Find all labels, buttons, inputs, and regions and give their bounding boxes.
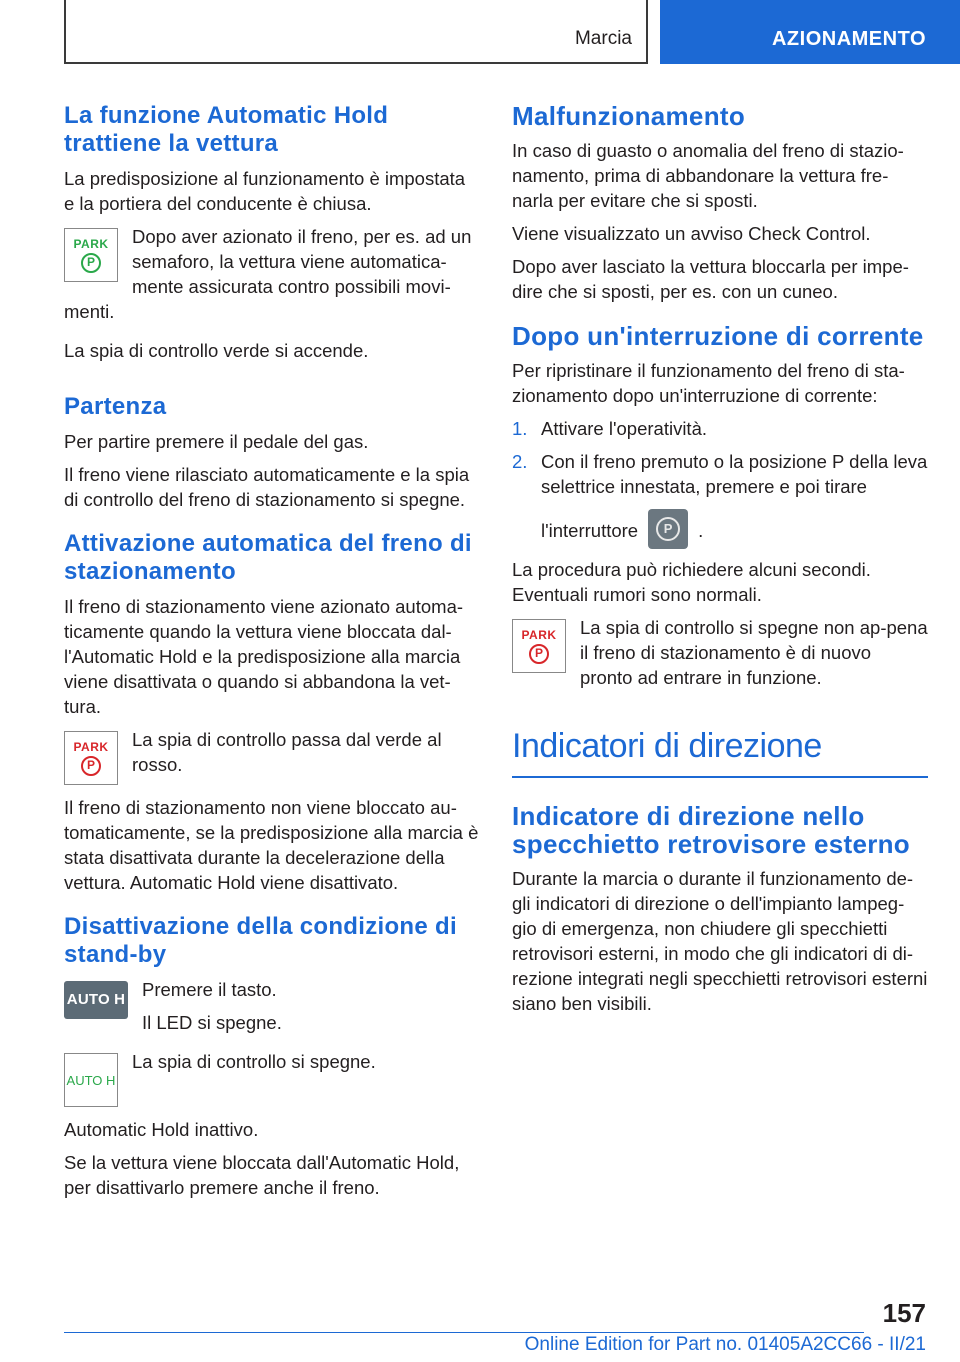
footer-edition: Online Edition for Part no. 01405A2CC66 - II/21 (524, 1334, 926, 1355)
header-chapter-tab (660, 0, 960, 64)
auto-h-button-block (64, 977, 480, 1043)
heading-automatic-hold: La funzione Automatic Hold trattiene la vettura (64, 102, 389, 157)
heading-indicatori: Indicatori di direzione (512, 726, 928, 778)
header-chapter-label: AZIONAMENTO (771, 28, 926, 50)
para-spegne: La spia di controllo si spegne. (132, 1051, 376, 1072)
para-proc-1: La procedura può richiedere alcuni secondi. (512, 559, 871, 580)
park-brake-red-icon: PARK P (512, 619, 566, 673)
para-partenza-1: Per partire premere il pedale del gas. (64, 431, 369, 452)
heading-attivazione: Attivazione automatica del freno di stazionamento (64, 530, 472, 585)
header-section-tab (64, 0, 648, 64)
park-brake-red-icon: PARK P (64, 731, 118, 785)
footer-rule (64, 1332, 864, 1333)
para-red-off: La spia di controllo si spegne non ap-pena il freno di stazionamento è di nuovo pronto ad entrare in funzione. (580, 617, 928, 688)
para-interruzione: Per ripristinare il funzionamento del freno di sta-zionamento dopo un'interruzione di corrente: (512, 360, 905, 406)
auto-h-lamp-icon: AUTO H (64, 1053, 118, 1107)
header-section-label: Marcia (574, 28, 632, 49)
heading-specchietto: Indicatore di direzione nello specchietto retrovisore esterno (512, 801, 910, 859)
park-green-block (64, 224, 480, 332)
para-attivazione: Il freno di stazionamento viene azionato automa-ticamente quando la vettura viene bloccata dal-l'Automatic Hold e la predisposizione alla marcia viene disattivata o quando si abbandona la vet-tura. (64, 596, 464, 717)
para-non-bloccato: Il freno di stazionamento non viene bloccato au-tomaticamente, se la predisposizione alla marcia è stata disattivata durante la decelerazione della vettura. Automatic Hold viene disattivato. (64, 797, 479, 893)
auto-h-lamp-block (64, 1049, 480, 1111)
para-red-lamp: La spia di controllo passa dal verde al rosso. (132, 729, 442, 775)
right-column (512, 102, 928, 1024)
para-proc-2: Eventuali rumori sono normali. (512, 584, 762, 605)
para-tasto: Premere il tasto. (142, 979, 277, 1000)
heading-malfunzionamento: Malfunzionamento (512, 101, 746, 131)
para-malf-3: Dopo aver lasciato la vettura bloccarla per impe-dire che si sposti, per es. con un cuneo. (512, 256, 909, 302)
steps-list (512, 416, 928, 549)
list-item: 1. Attivare l'operatività. (512, 418, 707, 439)
park-brake-green-icon: PARK P (64, 228, 118, 282)
heading-interruzione: Dopo un'interruzione di corrente (512, 321, 924, 351)
para-partenza-2: Il freno viene rilasciato automaticamente e la spia di controllo del freno di stazionamento si spegne. (64, 464, 470, 510)
para-specchietto: Durante la marcia o durante il funzionamento de-gli indicatori di direzione o dell'impianto lampeg-gio di emergenza, non chiudere gli specchietti retrovisori esterni, in modo che gli indicatori di di-rezione integrati negli specchietti retrovisori esterni siano ben visibili. (512, 868, 928, 1014)
para-green-lamp: La spia di controllo verde si accende. (64, 340, 369, 361)
auto-h-button-icon: AUTO H (64, 981, 128, 1019)
page-number: 157 (882, 1298, 926, 1328)
para-hold-icon: Dopo aver azionato il freno, per es. ad un semaforo, la vettura viene automatica-mente assicurata contro possibili movi-menti. (64, 226, 472, 322)
park-red-block-2 (512, 615, 928, 698)
parking-brake-switch-icon: P (648, 509, 688, 549)
left-column (64, 102, 480, 1208)
para-malf-1: In caso di guasto o anomalia del freno di stazio-namento, prima di abbandonare la vettura fre-narla per evitare che si sposti. (512, 140, 904, 211)
list-item: 2. Con il freno premuto o la posizione P della leva selettrice innestata, premere e poi tirare l'interruttore P . (512, 449, 928, 549)
para-bloccata: Se la vettura viene bloccata dall'Automatic Hold, per disattivarlo premere anche il freno. (64, 1152, 460, 1198)
park-red-block (64, 727, 480, 789)
para-led: Il LED si spegne. (142, 1012, 282, 1033)
heading-partenza: Partenza (64, 393, 167, 420)
para-inattivo: Automatic Hold inattivo. (64, 1119, 259, 1140)
heading-disattivazione: Disattivazione della condizione di stand-by (64, 913, 457, 968)
para-malf-2: Viene visualizzato un avviso Check Control. (512, 223, 871, 244)
para-hold: La predisposizione al funzionamento è impostata e la portiera del conducente è chiusa. (64, 168, 466, 214)
